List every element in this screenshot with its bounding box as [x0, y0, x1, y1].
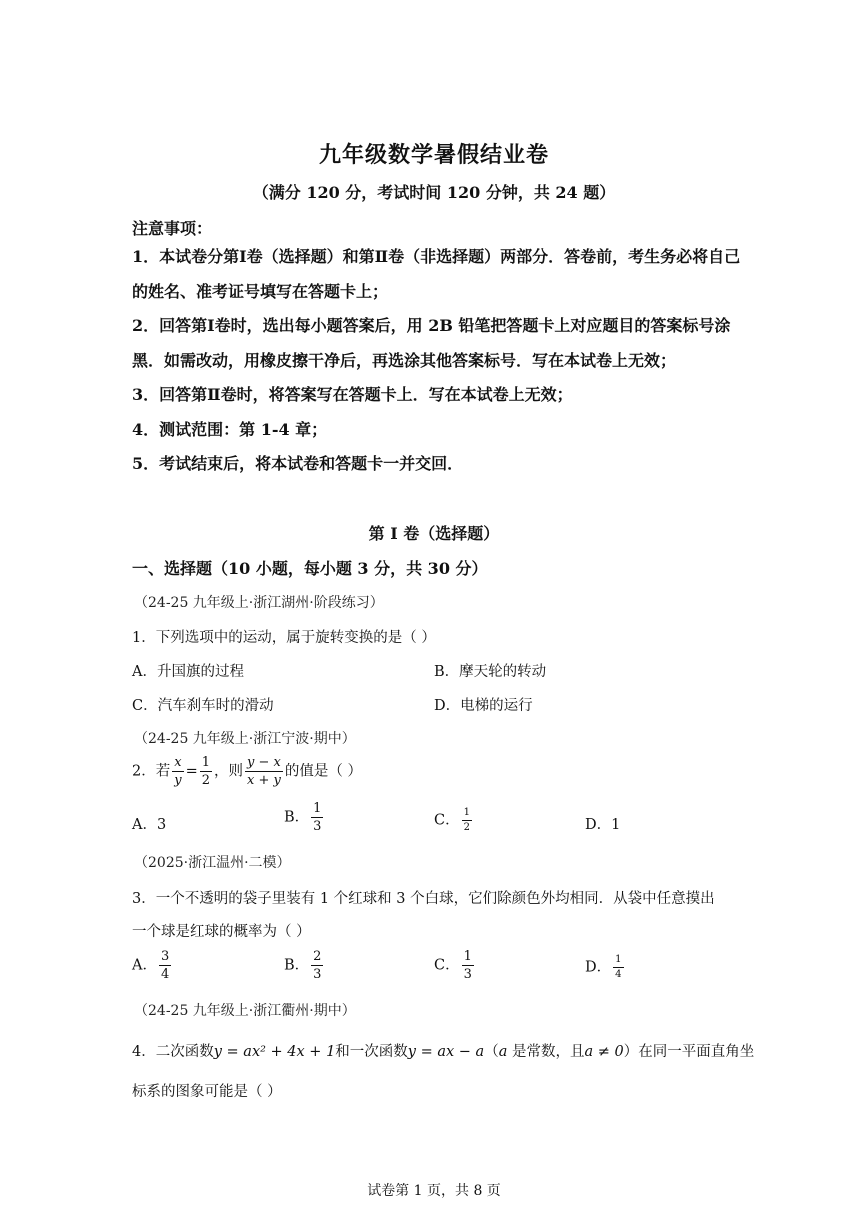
fraction — [311, 950, 323, 981]
option-c — [434, 808, 474, 833]
question-stem — [132, 756, 362, 787]
fraction — [172, 756, 183, 787]
stem-text: 2．若 — [132, 763, 171, 780]
numerator: 1 — [613, 955, 623, 968]
fraction — [462, 950, 474, 981]
option-label: A． — [132, 817, 157, 833]
question-stem: 标系的图象可能是（ ） — [132, 1084, 282, 1100]
stem-text: 是常数，且 — [507, 1044, 585, 1060]
option-a — [132, 813, 166, 834]
fraction — [200, 756, 212, 787]
math-variable: a — [498, 1044, 508, 1060]
option-label: D． — [585, 817, 612, 833]
volume-title: 第 I 卷（选择题） — [368, 524, 500, 543]
question-source: （24-25 九年级上·浙江宁波·期中） — [134, 731, 356, 747]
option-d: D．电梯的运行 — [434, 698, 533, 714]
stem-text: 和一次函数 — [335, 1044, 408, 1060]
denominator: y — [174, 773, 182, 788]
stem-text: ）在同一平面直角坐 — [623, 1044, 755, 1060]
numerator: 1 — [201, 755, 211, 770]
question-stem: 1．下列选项中的运动，属于旋转变换的是（ ） — [132, 630, 436, 646]
question-stem: 3．一个不透明的袋子里装有 1 个红球和 3 个白球，它们除颜色外均相同．从袋中任意摸出 — [132, 891, 715, 907]
stem-text: 的值是（ ） — [284, 763, 362, 780]
numerator: y − x — [247, 755, 281, 770]
option-b: B．摩天轮的转动 — [434, 664, 547, 680]
equals-sign: = — [185, 763, 198, 780]
note-item: 3．回答第Ⅱ卷时，将答案写在答题卡上．写在本试卷上无效； — [132, 385, 573, 404]
numerator: 1 — [463, 949, 472, 964]
numerator: 2 — [313, 949, 322, 964]
option-d — [585, 955, 626, 980]
fraction — [159, 950, 171, 981]
option-a — [132, 950, 173, 981]
numerator: x — [172, 756, 183, 772]
fraction — [311, 802, 323, 833]
fraction — [613, 955, 623, 980]
note-item: 2．回答第Ⅰ卷时，选出每小题答案后，用 2B 铅笔把答题卡上对应题目的答案标号涂黑．如需改动，用橡皮擦干净后，再选涂其他答案标号．写在本试卷上无效； — [132, 316, 731, 370]
denominator: x + y — [247, 773, 281, 788]
note-item: 5．考试结束后，将本试卷和答题卡一并交回． — [132, 454, 464, 473]
math-expression: a ≠ 0 — [584, 1044, 624, 1060]
option-c — [434, 950, 476, 981]
question-stem — [132, 1040, 754, 1061]
option-label: C． — [434, 957, 460, 974]
stem-text: 4．二次函数 — [132, 1044, 214, 1060]
math-expression: y = ax² + 4x + 1 — [213, 1044, 336, 1060]
option-a: A．升国旗的过程 — [132, 664, 244, 680]
page-title: 九年级数学暑假结业卷 — [318, 142, 549, 168]
option-label: B． — [284, 809, 310, 826]
denominator: 3 — [313, 819, 322, 834]
option-label: D． — [585, 959, 612, 976]
option-b — [284, 802, 325, 833]
option-d — [585, 813, 620, 834]
option-label: C． — [434, 812, 460, 829]
math-expression: y = ax − a — [407, 1044, 485, 1060]
stem-text: ，则 — [214, 763, 244, 780]
exam-subtitle: （满分 120 分，考试时间 120 分钟，共 24 题） — [252, 183, 616, 202]
note-item: 4．测试范围：第 1-4 章； — [132, 419, 328, 439]
numerator: 3 — [160, 949, 170, 964]
option-c: C．汽车刹车时的滑动 — [132, 698, 274, 714]
fraction — [245, 756, 283, 787]
denominator: 4 — [160, 967, 170, 982]
question-source: （2025·浙江温州·二模） — [134, 855, 291, 871]
question-source: （24-25 九年级上·浙江湖州·阶段练习） — [134, 595, 384, 611]
option-b — [284, 950, 325, 981]
option-label: B． — [284, 957, 310, 974]
numerator: 1 — [462, 808, 472, 821]
option-label: A． — [132, 957, 157, 974]
notes-heading: 注意事项： — [132, 219, 213, 238]
page-footer: 试卷第 1 页，共 8 页 — [367, 1183, 501, 1199]
section-title: 一、选择题（10 小题，每小题 3 分，共 30 分） — [132, 559, 488, 578]
numerator: 1 — [313, 801, 322, 816]
fraction — [462, 808, 472, 833]
stem-text: （ — [484, 1044, 499, 1060]
denominator: 3 — [313, 967, 322, 982]
question-stem: 一个球是红球的概率为（ ） — [132, 924, 311, 940]
denominator: 4 — [615, 969, 622, 980]
option-value: 3 — [156, 817, 167, 833]
question-source: （24-25 九年级上·浙江衢州·期中） — [134, 1003, 356, 1019]
notes-list — [132, 240, 742, 482]
denominator: 2 — [463, 822, 470, 833]
denominator: 3 — [463, 967, 472, 982]
note-item: 1．本试卷分第Ⅰ卷（选择题）和第Ⅱ卷（非选择题）两部分．答卷前，考生务必将自己的姓名、准考证号填写在答题卡上； — [132, 247, 741, 301]
option-value: 1 — [611, 817, 621, 833]
denominator: 2 — [201, 773, 211, 788]
